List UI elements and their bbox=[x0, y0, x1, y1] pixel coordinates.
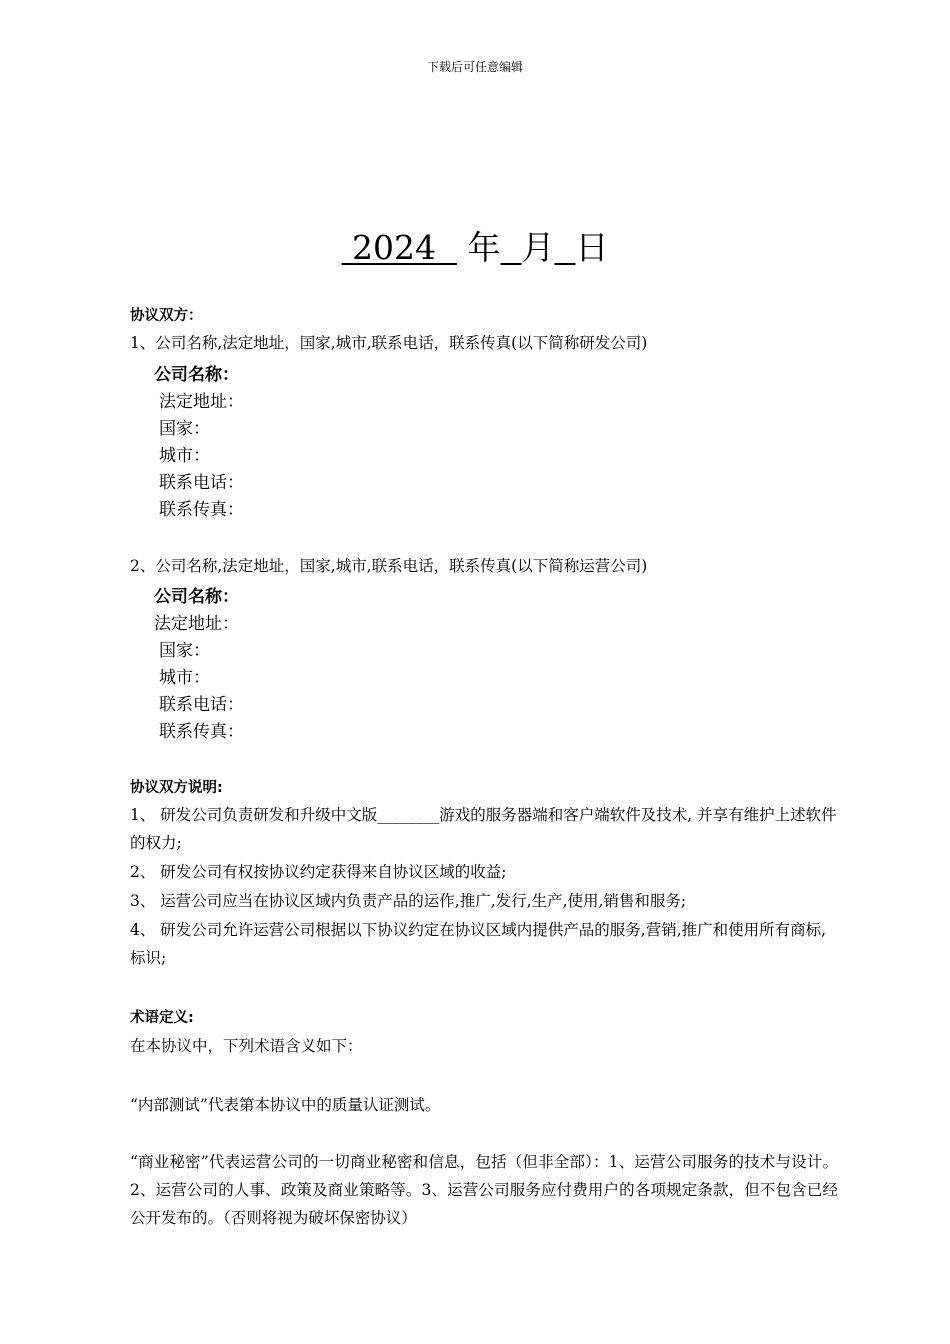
party2-address-label: 法定地址： bbox=[154, 614, 239, 634]
party2-fax-label: 联系传真： bbox=[159, 722, 244, 742]
party2-phone-label: 联系电话： bbox=[159, 695, 244, 715]
party1-intro: 1、公司名称,法定地址，国家,城市,联系电话，联系传真(以下简称研发公司) bbox=[130, 334, 648, 352]
header-note: 下载后可任意编辑 bbox=[426, 60, 523, 74]
day-char: 日 bbox=[575, 228, 609, 267]
year-blank bbox=[342, 228, 457, 267]
party2-country-label: 国家： bbox=[159, 641, 210, 661]
month-char: 月 bbox=[521, 228, 555, 267]
party1-fax-label: 联系传真： bbox=[159, 500, 244, 520]
party1-address-label: 法定地址： bbox=[159, 392, 244, 412]
day-blank bbox=[554, 228, 575, 267]
party1-company-label: 公司名称： bbox=[154, 365, 239, 385]
party2-city-label: 城市： bbox=[159, 668, 210, 688]
term-trade-secret: “商业秘密”代表运营公司的一切商业秘密和信息，包括（但非全部）：1、运营公司服务的技术与设计。2、运营公司的人事、政策及商业策略等。3、运营公司服务应付费用户的各项规定条款，但不包含已经公开发布的。（否则将视为破坏保密协议） bbox=[130, 1153, 838, 1227]
party1-phone-label: 联系电话： bbox=[159, 473, 244, 493]
party2-company-label: 公司名称： bbox=[154, 587, 239, 607]
month-blank bbox=[501, 228, 522, 267]
term-internal-test: “内部测试”代表第本协议中的质量认证测试。 bbox=[130, 1096, 441, 1114]
party1-country-label: 国家： bbox=[159, 419, 210, 439]
explanation-item-1: 1、 研发公司负责研发和升级中文版________游戏的服务器端和客户端软件及技术, 并享有维护上述软件的权力; bbox=[130, 806, 837, 852]
party2-intro: 2、公司名称,法定地址，国家,城市,联系电话，联系传真(以下简称运营公司) bbox=[130, 557, 648, 575]
terms-intro: 在本协议中，下列术语含义如下： bbox=[130, 1037, 363, 1055]
explanation-item-3: 3、 运营公司应当在协议区域内负责产品的运作,推广,发行,生产,使用,销售和服务; bbox=[130, 892, 687, 910]
explanation-heading: 协议双方说明: bbox=[130, 780, 223, 796]
explanation-item-2: 2、 研发公司有权按协议约定获得来自协议区域的收益; bbox=[130, 863, 507, 881]
year-value: 2024 bbox=[352, 228, 437, 267]
explanation-item-4: 4、 研发公司允许运营公司根据以下协议约定在协议区域内提供产品的服务,营销,推广和使用所有商标,标识; bbox=[130, 921, 827, 967]
terms-heading: 术语定义: bbox=[130, 1010, 194, 1026]
parties-heading: 协议双方： bbox=[130, 308, 203, 324]
year-char: 年 bbox=[467, 228, 501, 267]
date-title bbox=[0, 226, 950, 270]
party1-city-label: 城市： bbox=[159, 446, 210, 466]
